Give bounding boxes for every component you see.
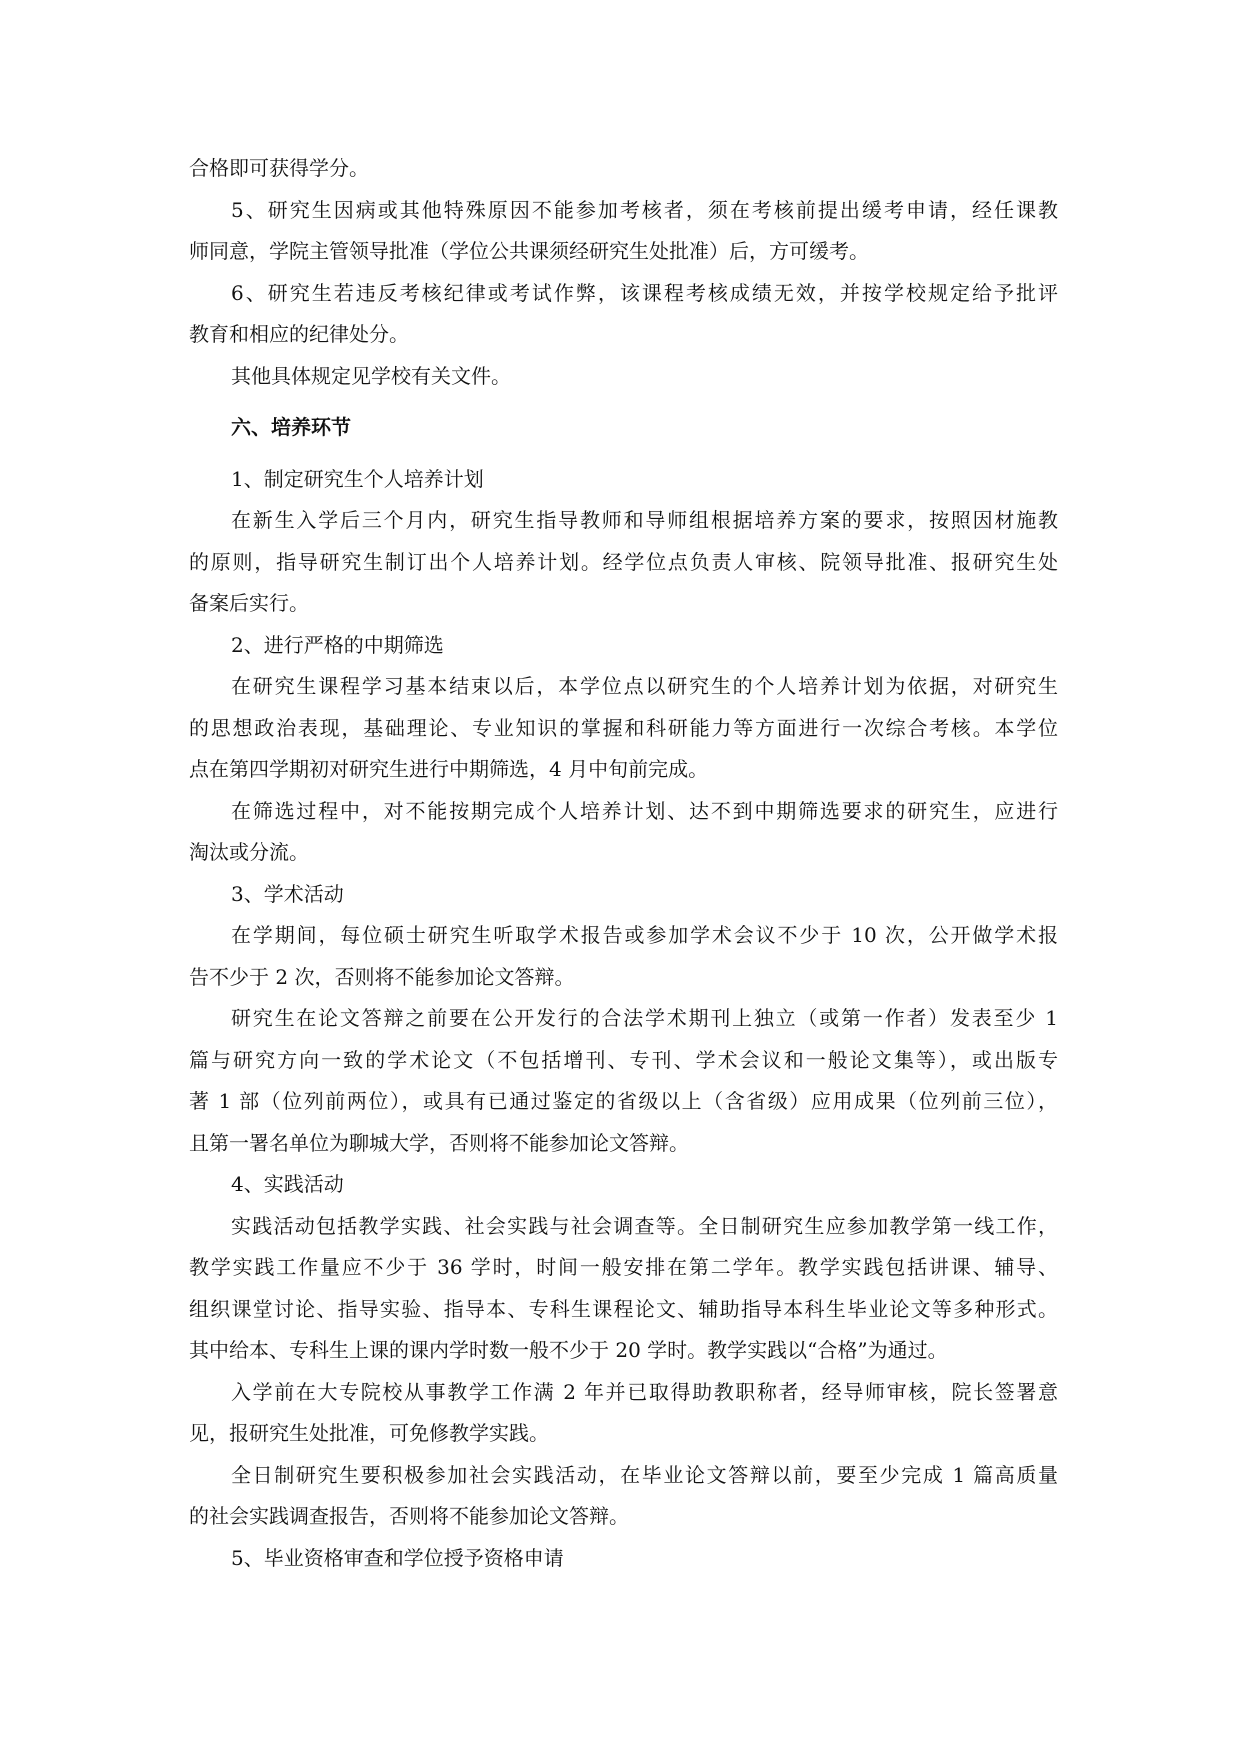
- text-line: 教学实践工作量应不少于 36 学时，时间一般安排在第二学年。教学实践包括讲课、辅导、: [189, 1255, 1058, 1279]
- document-page: [189, 148, 1058, 1579]
- text-line: 著 1 部（位列前两位），或具有已通过鉴定的省级以上（含省级）应用成果（位列前三位），: [189, 1089, 1058, 1113]
- text-line: 的原则，指导研究生制订出个人培养计划。经学位点负责人审核、院领导批准、报研究生处: [189, 549, 1058, 574]
- subsection-5: [189, 1538, 1058, 1580]
- section-heading: [189, 407, 1058, 449]
- text-line: 全日制研究生要积极参加社会实践活动，在毕业论文答辩以前，要至少完成 1 篇高质量: [231, 1462, 1058, 1487]
- subsection-title: 2、进行严格的中期筛选: [231, 632, 444, 657]
- text-line: 且第一署名单位为聊城大学，否则将不能参加论文答辩。: [189, 1130, 689, 1155]
- text-line: 的社会实践调查报告，否则将不能参加论文答辩。: [189, 1504, 629, 1528]
- text-line: 在研究生课程学习基本结束以后，本学位点以研究生的个人培养计划为依据，对研究生: [231, 674, 1058, 698]
- paragraph-other-rules: [189, 356, 1058, 398]
- spacer: [189, 449, 1058, 459]
- subsection-4: [189, 1164, 1058, 1538]
- text-line: 实践活动包括教学实践、社会实践与社会调查等。全日制研究生应参加教学第一线工作，: [231, 1213, 1058, 1238]
- text-line: 其中给本、专科生上课的课内学时数一般不少于 20 学时。教学实践以“合格”为通过。: [189, 1338, 948, 1362]
- subsection-1: [189, 459, 1058, 625]
- text-line: 告不少于 2 次，否则将不能参加论文答辩。: [189, 964, 575, 989]
- subsection-title: 1、制定研究生个人培养计划: [231, 466, 484, 491]
- subsection-title: 3、学术活动: [231, 881, 344, 906]
- text-line: 组织课堂讨论、指导实验、指导本、专科生课程论文、辅助指导本科生毕业论文等多种形式。: [189, 1296, 1058, 1321]
- text-line: 备案后实行。: [189, 591, 309, 615]
- text-line: 师同意，学院主管领导批准（学位公共课须经研究生处批准）后，方可缓考。: [189, 239, 869, 263]
- text-line: 在新生入学后三个月内，研究生指导教师和导师组根据培养方案的要求，按照因材施教: [231, 508, 1058, 532]
- text-line: 教育和相应的纪律处分。: [189, 322, 409, 346]
- text-line: 研究生在论文答辩之前要在公开发行的合法学术期刊上独立（或第一作者）发表至少 1: [231, 1006, 1058, 1030]
- text-line: 6、研究生若违反考核纪律或考试作弊，该课程考核成绩无效，并按学校规定给予批评: [231, 280, 1058, 305]
- section-title: 六、培养环节: [231, 415, 351, 439]
- paragraph-deferred-exam: [189, 190, 1058, 273]
- text-line: 篇与研究方向一致的学术论文（不包括增刊、专刊、学术会议和一般论文集等），或出版专: [189, 1047, 1058, 1072]
- text-line: 其他具体规定见学校有关文件。: [231, 363, 511, 388]
- text-line: 入学前在大专院校从事教学工作满 2 年并已取得助教职称者，经导师审核，院长签署意: [231, 1379, 1058, 1404]
- paragraph-credit-continuation: [189, 148, 1058, 190]
- spacer: [189, 397, 1058, 407]
- text-line: 点在第四学期初对研究生进行中期筛选，4 月中旬前完成。: [189, 757, 709, 781]
- text-line: 合格即可获得学分。: [189, 156, 369, 180]
- subsection-title: 4、实践活动: [231, 1172, 344, 1196]
- text-line: 的思想政治表现，基础理论、专业知识的掌握和科研能力等方面进行一次综合考核。本学位: [189, 715, 1058, 740]
- subsection-title: 5、毕业资格审查和学位授予资格申请: [231, 1545, 564, 1570]
- text-line: 5、研究生因病或其他特殊原因不能参加考核者，须在考核前提出缓考申请，经任课教: [231, 197, 1058, 222]
- text-line: 淘汰或分流。: [189, 840, 309, 864]
- text-line: 在学期间，每位硕士研究生听取学术报告或参加学术会议不少于 10 次，公开做学术报: [231, 923, 1058, 947]
- subsection-2: [189, 625, 1058, 874]
- text-line: 见，报研究生处批准，可免修教学实践。: [189, 1421, 549, 1445]
- paragraph-exam-discipline: [189, 273, 1058, 356]
- text-line: 在筛选过程中，对不能按期完成个人培养计划、达不到中期筛选要求的研究生，应进行: [231, 798, 1058, 823]
- subsection-3: [189, 874, 1058, 1165]
